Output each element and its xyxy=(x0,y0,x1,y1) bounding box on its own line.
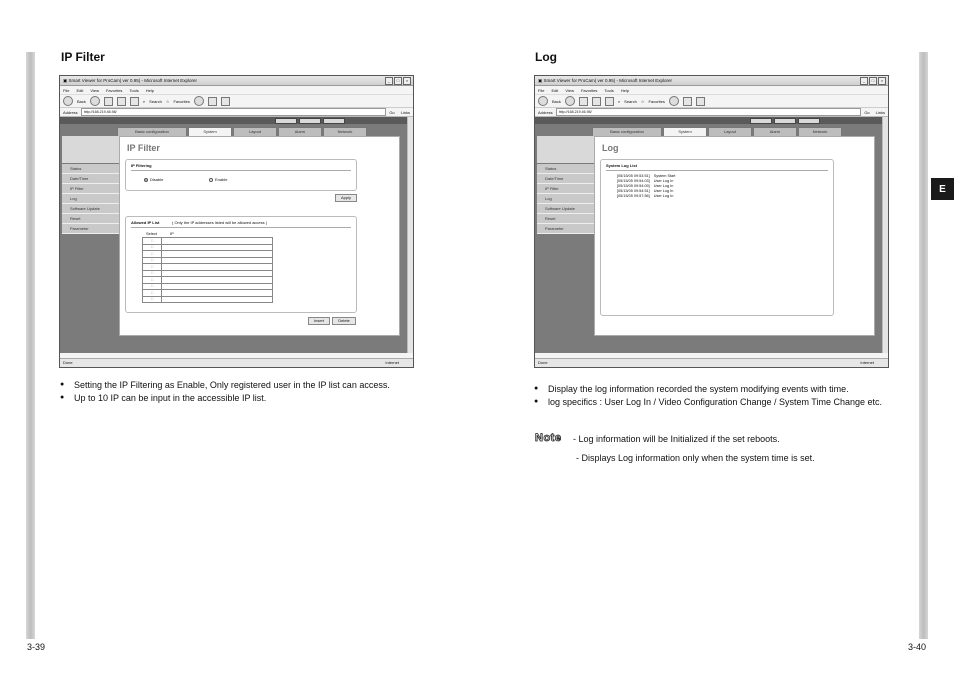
bullet-item: ● Up to 10 IP can be input in the accessible IP list. xyxy=(60,392,480,405)
column-select: Select xyxy=(146,231,158,236)
favorites-icon[interactable]: ☆ xyxy=(165,98,170,104)
top-buttons xyxy=(750,118,820,124)
refresh-icon[interactable] xyxy=(117,97,126,106)
sidebar-item-reset[interactable]: Reset xyxy=(537,214,594,224)
minimize-button[interactable]: _ xyxy=(860,77,868,85)
print-icon[interactable] xyxy=(696,97,705,106)
search-icon[interactable]: ⌕ xyxy=(617,98,621,104)
back-label[interactable]: Back xyxy=(77,98,86,104)
log-time: [05/15/05 09:54:03] xyxy=(617,179,650,183)
right-gutter xyxy=(919,52,928,639)
radio-selected-icon xyxy=(144,178,148,182)
favorites-label[interactable]: Favorites xyxy=(173,98,190,104)
log-entries xyxy=(617,174,675,199)
sidebar-item-status[interactable]: Status xyxy=(62,164,119,174)
log-panel xyxy=(594,136,875,336)
menu-favorites[interactable]: Favorites xyxy=(105,87,123,93)
favorites-label[interactable]: Favorites xyxy=(648,98,665,104)
note-line-1: - Log information will be Initialized if the set reboots. xyxy=(573,434,780,444)
maximize-button[interactable]: □ xyxy=(394,77,402,85)
menu-bar xyxy=(60,86,413,95)
tab-basic-configuration[interactable]: Basic configuration xyxy=(117,127,187,137)
ip-filter-panel xyxy=(119,136,400,336)
table-row xyxy=(143,296,273,303)
menu-edit[interactable]: Edit xyxy=(551,87,559,93)
top-button-1[interactable] xyxy=(750,118,772,124)
address-input[interactable]: http://168.219.46.98/ xyxy=(556,108,862,116)
sidebar-item-software-update[interactable]: Software Update xyxy=(537,204,594,214)
top-button-2[interactable] xyxy=(774,118,796,124)
top-button-3[interactable] xyxy=(323,118,345,124)
select-checkbox[interactable]: □ xyxy=(143,283,162,290)
sidebar-item-parameter[interactable]: Parameter xyxy=(62,224,119,234)
log-time: [05/15/05 09:53:51] xyxy=(617,174,650,178)
menu-view[interactable]: View xyxy=(565,87,574,93)
web-content xyxy=(535,117,888,353)
menu-help[interactable]: Help xyxy=(145,87,154,93)
ip-filter-heading: IP Filter xyxy=(61,50,105,64)
sidebar-item-log[interactable]: Log xyxy=(62,194,119,204)
log-time: [05/15/05 09:54:51] xyxy=(617,189,650,193)
radio-empty-icon xyxy=(209,178,213,182)
address-label: Address xyxy=(63,109,78,115)
menu-favorites[interactable]: Favorites xyxy=(580,87,598,93)
top-button-1[interactable] xyxy=(275,118,297,124)
bullet-item: ● Display the log information recorded the system modifying events with time. xyxy=(534,383,899,396)
menu-help[interactable]: Help xyxy=(620,87,629,93)
favorites-icon[interactable]: ☆ xyxy=(640,98,645,104)
status-bar xyxy=(535,358,888,367)
history-icon[interactable] xyxy=(194,96,204,106)
forward-icon[interactable] xyxy=(90,96,100,106)
home-icon[interactable] xyxy=(130,97,139,106)
sidebar-item-ip-filter[interactable]: IP Filter xyxy=(537,184,594,194)
stop-icon[interactable] xyxy=(579,97,588,106)
back-icon[interactable] xyxy=(63,96,73,106)
menu-edit[interactable]: Edit xyxy=(76,87,84,93)
log-screenshot xyxy=(534,75,889,368)
log-event: User Log In xyxy=(653,194,674,198)
ip-cell[interactable] xyxy=(162,296,273,303)
panel-title: IP Filter xyxy=(127,143,160,153)
browser-toolbar xyxy=(535,95,888,108)
top-button-3[interactable] xyxy=(798,118,820,124)
panel-title: Log xyxy=(602,143,619,153)
tab-system[interactable]: System xyxy=(663,127,707,137)
disable-label: Disable xyxy=(150,177,164,182)
status-bar xyxy=(60,358,413,367)
system-log-list-label: System Log List xyxy=(606,163,637,168)
links-label[interactable]: Links xyxy=(400,109,410,115)
tab-alarm[interactable]: Alarm xyxy=(753,127,797,137)
ip-list-table xyxy=(142,237,273,303)
ip-filtering-label: IP Filtering xyxy=(131,163,152,168)
sidebar-item-software-update[interactable]: Software Update xyxy=(62,204,119,214)
go-button[interactable]: Go xyxy=(864,109,870,115)
window-title: Smart Viewer for ProCam( ver 0.95) - Microsoft Internet Explorer xyxy=(543,78,672,83)
back-icon[interactable] xyxy=(538,96,548,106)
vertical-scrollbar[interactable] xyxy=(882,117,888,353)
divider xyxy=(131,227,351,228)
browser-toolbar xyxy=(60,95,413,108)
log-time: [05/15/05 09:57:56] xyxy=(617,194,650,198)
allowed-ip-box xyxy=(125,216,357,313)
mail-icon[interactable] xyxy=(208,97,217,106)
select-checkbox[interactable]: □ xyxy=(143,244,162,251)
sidebar-item-ip-filter[interactable]: IP Filter xyxy=(62,184,119,194)
select-checkbox[interactable]: □ xyxy=(143,264,162,271)
list-item xyxy=(617,194,675,199)
window-title: Smart Viewer for ProCam( ver 0.95) - Microsoft Internet Explorer xyxy=(68,78,197,83)
select-checkbox[interactable]: □ xyxy=(143,296,162,303)
sidebar-header xyxy=(62,136,119,163)
print-icon[interactable] xyxy=(221,97,230,106)
tab-basic-configuration[interactable]: Basic configuration xyxy=(592,127,662,137)
log-event: System Start xyxy=(653,174,676,178)
tab-layout[interactable]: Layout xyxy=(708,127,752,137)
window-titlebar xyxy=(535,76,888,86)
tab-layout[interactable]: Layout xyxy=(233,127,277,137)
sidebar-item-date-time[interactable]: Date/Time xyxy=(62,174,119,184)
go-button[interactable]: Go xyxy=(389,109,395,115)
top-button-2[interactable] xyxy=(299,118,321,124)
address-label: Address xyxy=(538,109,553,115)
bullet-item: ● Setting the IP Filtering as Enable, Only registered user in the IP list can access. xyxy=(60,379,480,392)
log-event: User Log In xyxy=(653,184,674,188)
note-label: Note xyxy=(535,432,562,444)
ie-icon: ▣ xyxy=(538,77,544,83)
sidebar-header xyxy=(537,136,594,163)
address-bar xyxy=(535,108,888,117)
delete-button[interactable]: Delete xyxy=(332,317,356,325)
address-input[interactable]: http://168.219.46.98/ xyxy=(81,108,387,116)
sidebar-item-log[interactable]: Log xyxy=(537,194,594,204)
log-heading: Log xyxy=(535,50,557,64)
sidebar-item-status[interactable]: Status xyxy=(537,164,594,174)
tab-alarm[interactable]: Alarm xyxy=(278,127,322,137)
close-button[interactable]: × xyxy=(878,77,886,85)
divider xyxy=(606,170,828,171)
vertical-scrollbar[interactable] xyxy=(407,117,413,353)
log-event: User Log In xyxy=(653,179,674,183)
search-label[interactable]: Search xyxy=(624,98,637,104)
tab-system[interactable]: System xyxy=(188,127,232,137)
ip-filter-screenshot xyxy=(59,75,414,368)
sidebar-item-date-time[interactable]: Date/Time xyxy=(537,174,594,184)
menu-tools[interactable]: Tools xyxy=(129,87,139,93)
history-icon[interactable] xyxy=(669,96,679,106)
status-done: Done xyxy=(63,360,73,365)
web-content xyxy=(60,117,413,353)
select-checkbox[interactable]: □ xyxy=(143,251,162,258)
tab-network[interactable]: Network xyxy=(323,127,367,137)
menu-view[interactable]: View xyxy=(90,87,99,93)
left-gutter xyxy=(26,52,35,639)
ip-filter-bullets xyxy=(60,379,480,404)
top-band xyxy=(535,117,888,124)
disable-radio[interactable] xyxy=(144,177,163,182)
ip-filtering-box xyxy=(125,159,357,191)
window-titlebar xyxy=(60,76,413,86)
menu-bar xyxy=(535,86,888,95)
select-checkbox[interactable]: □ xyxy=(143,238,162,245)
links-label[interactable]: Links xyxy=(875,109,885,115)
forward-icon[interactable] xyxy=(565,96,575,106)
bullet-item: ● log specifics : User Log In / Video Configuration Change / System Time Change etc. xyxy=(534,396,899,409)
stop-icon[interactable] xyxy=(104,97,113,106)
search-label[interactable]: Search xyxy=(149,98,162,104)
search-icon[interactable]: ⌕ xyxy=(142,98,146,104)
system-log-box xyxy=(600,159,834,316)
sidebar xyxy=(537,164,594,234)
divider xyxy=(131,170,351,171)
log-event: User Log In xyxy=(653,189,674,193)
select-checkbox[interactable]: □ xyxy=(143,290,162,297)
maximize-button[interactable]: □ xyxy=(869,77,877,85)
status-zone: Internet xyxy=(385,360,399,365)
log-bullets xyxy=(534,383,899,408)
back-label[interactable]: Back xyxy=(552,98,561,104)
mail-icon[interactable] xyxy=(683,97,692,106)
insert-button[interactable]: Insert xyxy=(308,317,330,325)
select-checkbox[interactable]: □ xyxy=(143,277,162,284)
status-zone: Internet xyxy=(860,360,874,365)
page-number-right: 3-40 xyxy=(908,642,927,652)
column-ip: IP xyxy=(170,231,174,236)
enable-radio[interactable] xyxy=(209,177,227,182)
status-done: Done xyxy=(538,360,548,365)
allowed-ip-note: ( Only the IP addresses listed will be allowed access ) xyxy=(172,220,268,225)
enable-label: Enable xyxy=(215,177,228,182)
sidebar-item-parameter[interactable]: Parameter xyxy=(537,224,594,234)
page-number-left: 3-39 xyxy=(27,642,46,652)
allowed-ip-label: Allowed IP List xyxy=(131,220,160,225)
top-band xyxy=(60,117,413,124)
apply-button[interactable]: Apply xyxy=(335,194,357,202)
select-checkbox[interactable]: □ xyxy=(143,257,162,264)
refresh-icon[interactable] xyxy=(592,97,601,106)
home-icon[interactable] xyxy=(605,97,614,106)
tab-network[interactable]: Network xyxy=(798,127,842,137)
address-bar xyxy=(60,108,413,117)
close-button[interactable]: × xyxy=(403,77,411,85)
sidebar xyxy=(62,164,119,234)
top-buttons xyxy=(275,118,345,124)
section-tab-e: E xyxy=(931,178,954,200)
menu-tools[interactable]: Tools xyxy=(604,87,614,93)
log-time: [05/15/05 09:54:09] xyxy=(617,184,650,188)
ie-icon: ▣ xyxy=(63,77,69,83)
select-checkbox[interactable]: □ xyxy=(143,270,162,277)
minimize-button[interactable]: _ xyxy=(385,77,393,85)
note-line-2: - Displays Log information only when the system time is set. xyxy=(576,453,815,463)
menu-file[interactable]: File xyxy=(63,87,70,93)
menu-file[interactable]: File xyxy=(538,87,545,93)
sidebar-item-reset[interactable]: Reset xyxy=(62,214,119,224)
